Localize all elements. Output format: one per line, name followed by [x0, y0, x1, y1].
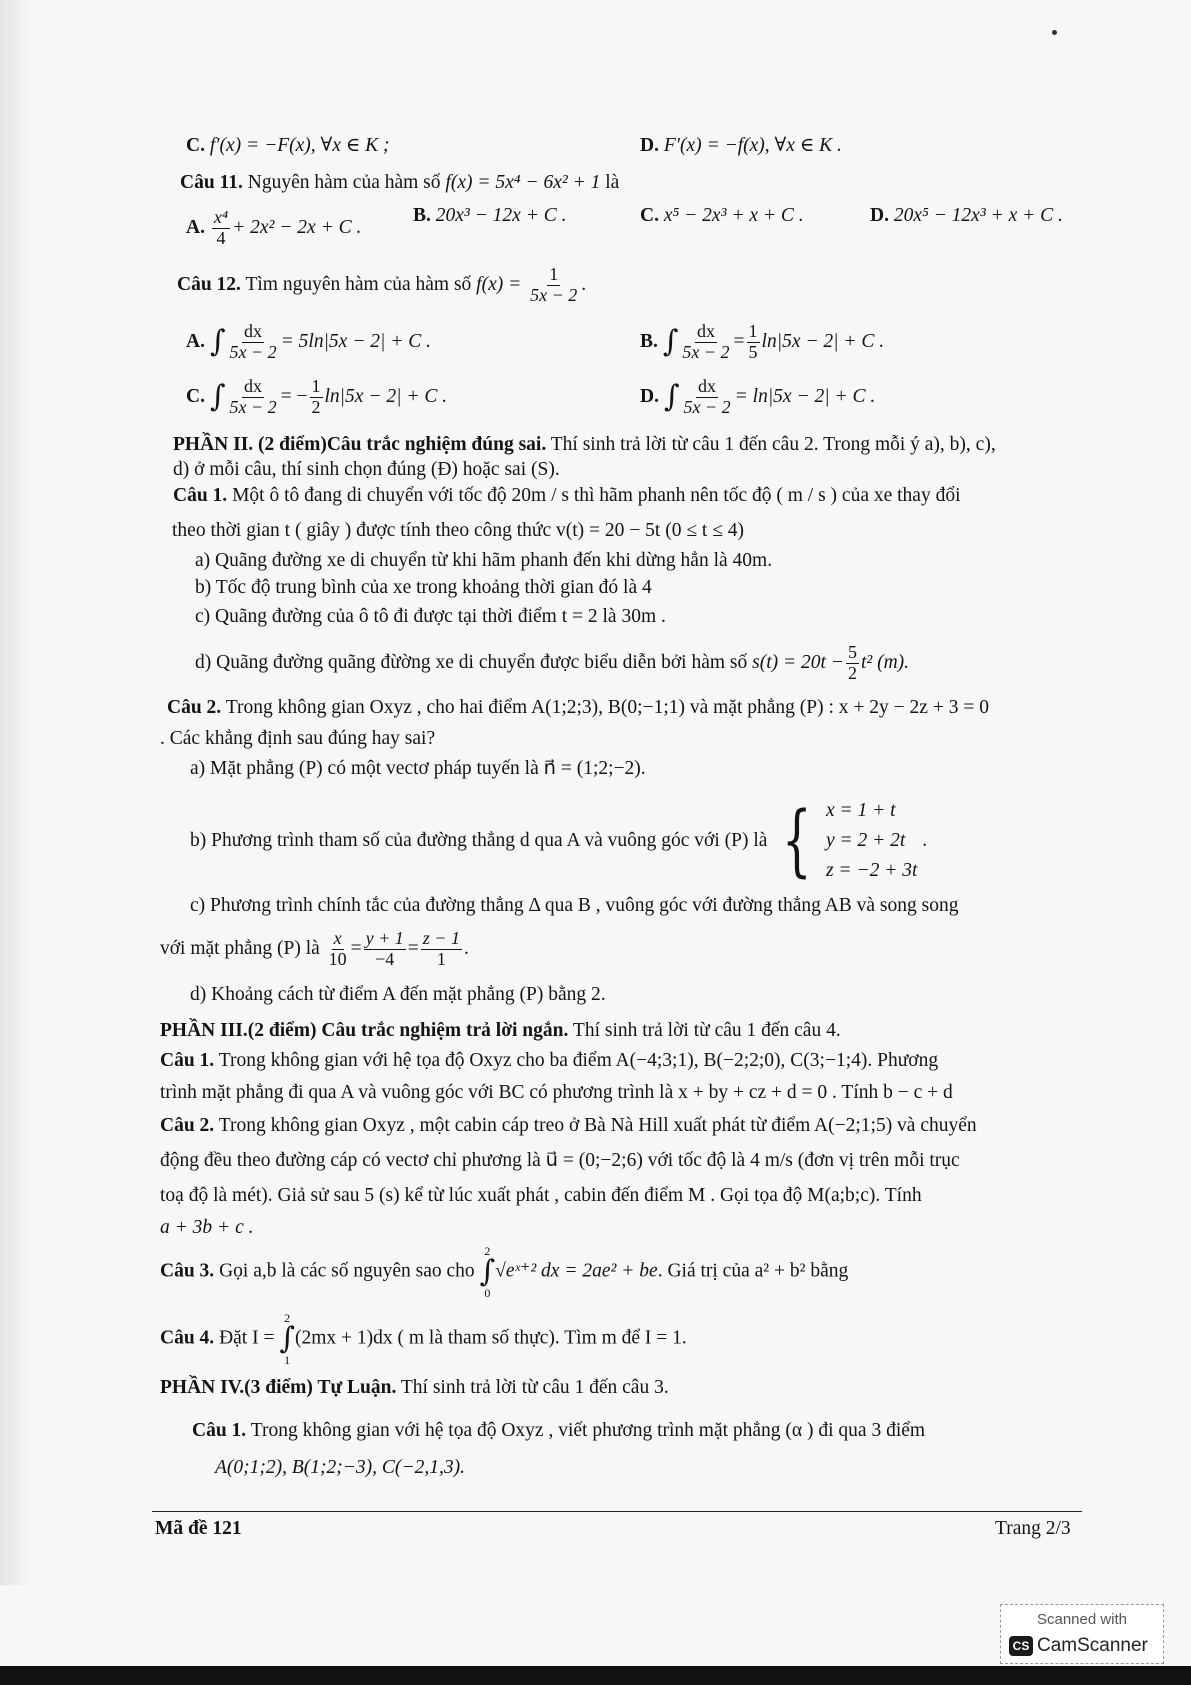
p3-q2-line1: Câu 2. Trong không gian Oxyz , một cabin cáp treo ở Bà Nà Hill xuất phát từ điểm A(−2;1;5) và chuyển — [160, 1115, 977, 1136]
p2-q1-line1: Câu 1. Một ô tô đang di chuyển với tốc độ 20m / s thì hãm phanh nên tốc độ ( m / s ) của xe thay đổi — [173, 485, 961, 506]
footer-rule — [152, 1511, 1082, 1512]
p3-q1-line1: Câu 1. Trong không gian với hệ tọa độ Oxyz cho ba điểm A(−4;3;1), B(−2;2;0), C(3;−1;4). Phương — [160, 1050, 939, 1071]
q10-option-d: D. F′(x) = −f(x), ∀x ∈ K . — [640, 135, 842, 156]
p3-q2-line4: a + 3b + c . — [160, 1217, 254, 1238]
camscanner-watermark — [1000, 1604, 1164, 1664]
q11-option-a: A. $\frac{\text{x⁴}}{4}$ + 2x² − 2x + C . — [186, 207, 362, 248]
exam-code: Mã đề 121 — [155, 1518, 242, 1539]
camscanner-icon: CS — [1009, 1636, 1033, 1656]
p2-q2-line2: . Các khẳng định sau đúng hay sai? — [160, 728, 436, 749]
scan-speck — [1052, 30, 1057, 35]
p3-q1-line2: trình mặt phẳng đi qua A và vuông góc với BC có phương trình là x + by + cz + d = 0 . Tính b − c + d — [160, 1082, 953, 1103]
watermark-brand: CS CamScanner — [1009, 1635, 1148, 1657]
p3-q2-line2: động đều theo đường cáp có vectơ chỉ phương là u⃗ = (0;−2;6) với tốc độ là 4 m/s (đơn vị trên mỗi trục — [160, 1150, 960, 1171]
q12-option-d: D. ∫ $\frac{dx}{5x - 2}$ = ln|5x − 2| + C . — [640, 376, 876, 417]
part3-heading: PHẦN III.(2 điểm) Câu trắc nghiệm trả lời ngắn. Thí sinh trả lời từ câu 1 đến câu 4. — [160, 1020, 841, 1041]
watermark-top-text: Scanned with — [1036, 1611, 1128, 1628]
p3-q3: Câu 3. Gọi a,b là các số nguyên sao cho 2 ∫ 0 √eˣ⁺² dx = 2ae² + be. Giá trị của a² + b² bằng — [160, 1244, 849, 1300]
p2-q1-line2: theo thời gian t ( giây ) được tính theo công thức v(t) = 20 − 5t (0 ≤ t ≤ 4) — [172, 520, 745, 541]
part2-intro: d) ở mỗi câu, thí sinh chọn đúng (Đ) hoặc sai (S). — [173, 459, 560, 480]
p2-q1-b: b) Tốc độ trung bình của xe trong khoảng thời gian đó là 4 — [195, 577, 652, 598]
q11-option-d: D. 20x⁵ − 12x³ + x + C . — [870, 205, 1063, 226]
page-number: Trang 2/3 — [995, 1518, 1071, 1539]
p2-q2-line1: Câu 2. Trong không gian Oxyz , cho hai điểm A(1;2;3), B(0;−1;1) và mặt phẳng (P) : x + 2y − 2z + 3 = 0 — [167, 697, 989, 718]
q11-option-b: B. 20x³ − 12x + C . — [413, 205, 567, 226]
q12-option-c: C. ∫ $\frac{dx}{5x - 2}$ = − $\frac{1}{2}$ ln|5x − 2| + C . — [186, 376, 448, 417]
q12-option-a: A. ∫ $\frac{dx}{5x - 2}$ = 5ln|5x − 2| + C . — [186, 321, 432, 362]
p3-q2-line3: toạ độ là mét). Giả sử sau 5 (s) kể từ lúc xuất phát , cabin đến điểm M . Gọi tọa độ M(a;b;c). Tính — [160, 1185, 922, 1206]
p4-q1-line2: A(0;1;2), B(1;2;−3), C(−2,1,3). — [215, 1457, 465, 1478]
q11-stem: Câu 11. Nguyên hàm của hàm số f(x) = 5x⁴ − 6x² + 1 là — [180, 172, 620, 193]
p2-q2-b: b) Phương trình tham số của đường thẳng d qua A và vuông góc với (P) là { x = 1 + t y = 2 + 2t z = −2 + 3t . — [190, 796, 928, 887]
part2-heading: PHẦN II. (2 điểm)Câu trắc nghiệm đúng sai. Thí sinh trả lời từ câu 1 đến câu 2. Trong mỗi ý a), b), c), — [173, 434, 996, 455]
param-system: { x = 1 + t y = 2 + 2t z = −2 + 3t — [782, 796, 918, 887]
p2-q2-d: d) Khoảng cách từ điểm A đến mặt phẳng (P) bằng 2. — [190, 984, 606, 1005]
p2-q1-d: d) Quãng đường quãng đừờng xe di chuyển được biểu diễn bởi hàm số s(t) = 20t − $\frac{5}{2}$ t² (m). — [195, 642, 910, 683]
p2-q1-c: c) Quãng đường của ô tô đi được tại thời điểm t = 2 là 30m . — [195, 606, 666, 627]
p2-q2-c-line2: với mặt phẳng (P) là $\frac{x}{10}$ = $\frac{y + 1}{-4}$ = $\frac{z - 1}{1}$ . — [160, 928, 469, 969]
part4-heading: PHẦN IV.(3 điểm) Tự Luận. Thí sinh trả lời từ câu 1 đến câu 3. — [160, 1377, 669, 1398]
p4-q1-line1: Câu 1. Trong không gian với hệ tọa độ Oxyz , viết phương trình mặt phẳng (α ) đi qua 3 điểm — [192, 1420, 926, 1441]
scan-bottom-edge — [0, 1666, 1191, 1685]
q12-option-b: B. ∫ $\frac{dx}{5x - 2}$ = $\frac{1}{5}$ ln|5x − 2| + C . — [640, 321, 885, 362]
q12-stem: Câu 12. Tìm nguyên hàm của hàm số f(x) = $\frac{1}{5x - 2}$ . — [177, 264, 587, 305]
p2-q2-c-line1: c) Phương trình chính tắc của đường thẳng Δ qua B , vuông góc với đường thẳng AB và song song — [190, 895, 959, 916]
p3-q4: Câu 4. Đặt I = 2 ∫ 1 (2mx + 1)dx ( m là tham số thực). Tìm m để I = 1. — [160, 1311, 687, 1367]
scan-shadow — [0, 0, 32, 1585]
p2-q2-a: a) Mặt phẳng (P) có một vectơ pháp tuyến là n⃗ = (1;2;−2). — [190, 758, 646, 779]
q10-option-c: C. f′(x) = −F(x), ∀x ∈ K ; — [186, 135, 390, 156]
q11-option-c: C. x⁵ − 2x³ + x + C . — [640, 205, 804, 226]
p2-q1-a: a) Quãng đường xe di chuyển từ khi hãm phanh đến khi dừng hẳn là 40m. — [195, 550, 773, 571]
